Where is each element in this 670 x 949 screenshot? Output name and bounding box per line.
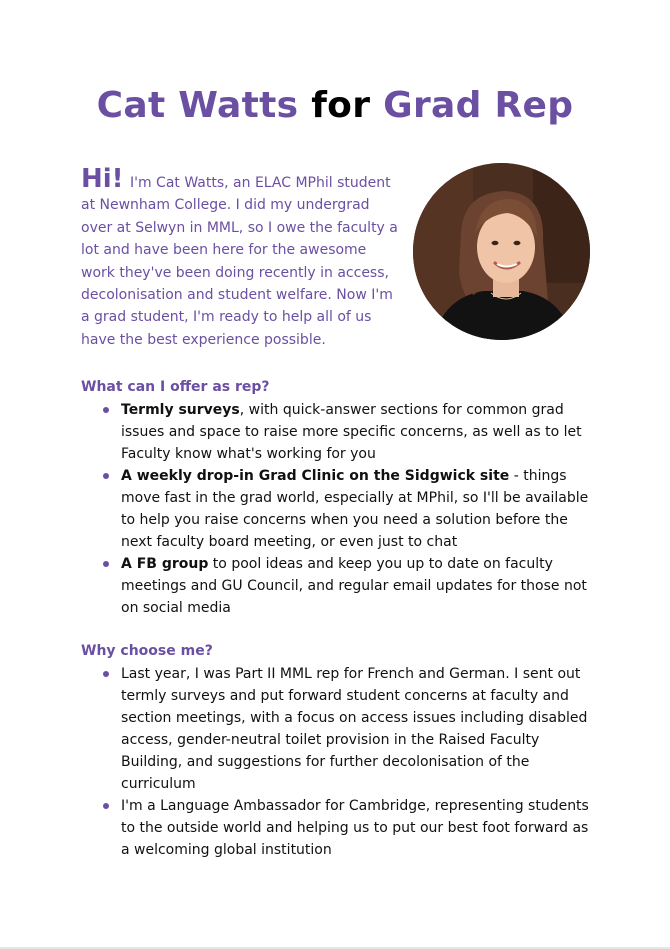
list-item — [101, 399, 596, 465]
intro-text: I'm Cat Watts, an ELAC MPhil student at Newnham College. I did my undergrad over at Selwyn in MML, so I owe the faculty a lot and have been here for the awesome work they've been doing recently in access, decolonisation and student welfare. Now I'm a grad student, I'm ready to help all of us have the best experience possible. — [81, 175, 398, 348]
offer-list — [101, 399, 596, 619]
list-item-text: - things move fast in the grad world, especially at MPhil, so I'll be available to help you raise concerns when you need a solution before the next faculty board meeting, or even just to chat — [121, 468, 589, 550]
list-item-text: I'm a Language Ambassador for Cambridge, representing students to the outside world and helping us to put our best foot forward as a welcoming global institution — [121, 798, 589, 858]
list-item-text: , with quick-answer sections for common grad issues and space to raise more specific concerns, as well as to let Faculty know what's working for you — [121, 402, 582, 462]
title-for: for — [311, 85, 371, 126]
list-item-bold: A FB group — [121, 556, 209, 572]
why-list — [101, 663, 596, 861]
bullet-icon — [103, 407, 109, 413]
intro-greeting: Hi! — [81, 164, 124, 194]
portrait-illustration — [413, 163, 590, 340]
bullet-icon — [103, 671, 109, 677]
list-item-bold: Termly surveys — [121, 402, 240, 418]
list-item — [101, 795, 596, 861]
list-item — [101, 553, 596, 619]
list-item-text: to pool ideas and keep you up to date on faculty meetings and GU Council, and regular email updates for those not on social media — [121, 556, 587, 616]
bullet-icon — [103, 473, 109, 479]
intro-paragraph — [81, 164, 403, 351]
list-item — [101, 663, 596, 795]
list-item — [101, 465, 596, 553]
title-role: Grad Rep — [383, 85, 574, 126]
portrait-photo — [413, 163, 590, 340]
bullet-icon — [103, 803, 109, 809]
bullet-icon — [103, 561, 109, 567]
title-name: Cat Watts — [96, 85, 299, 126]
page-title — [0, 83, 670, 129]
offer-heading: What can I offer as rep? — [81, 379, 270, 395]
why-heading: Why choose me? — [81, 643, 213, 659]
list-item-text: Last year, I was Part II MML rep for French and German. I sent out termly surveys and put forward student concerns at faculty and section meetings, with a focus on access issues including disabled access, gender-neutral toilet provision in the Raised Faculty Building, and suggestions for further decolonisation of the curriculum — [121, 666, 588, 792]
list-item-bold: A weekly drop-in Grad Clinic on the Sidgwick site — [121, 468, 510, 484]
